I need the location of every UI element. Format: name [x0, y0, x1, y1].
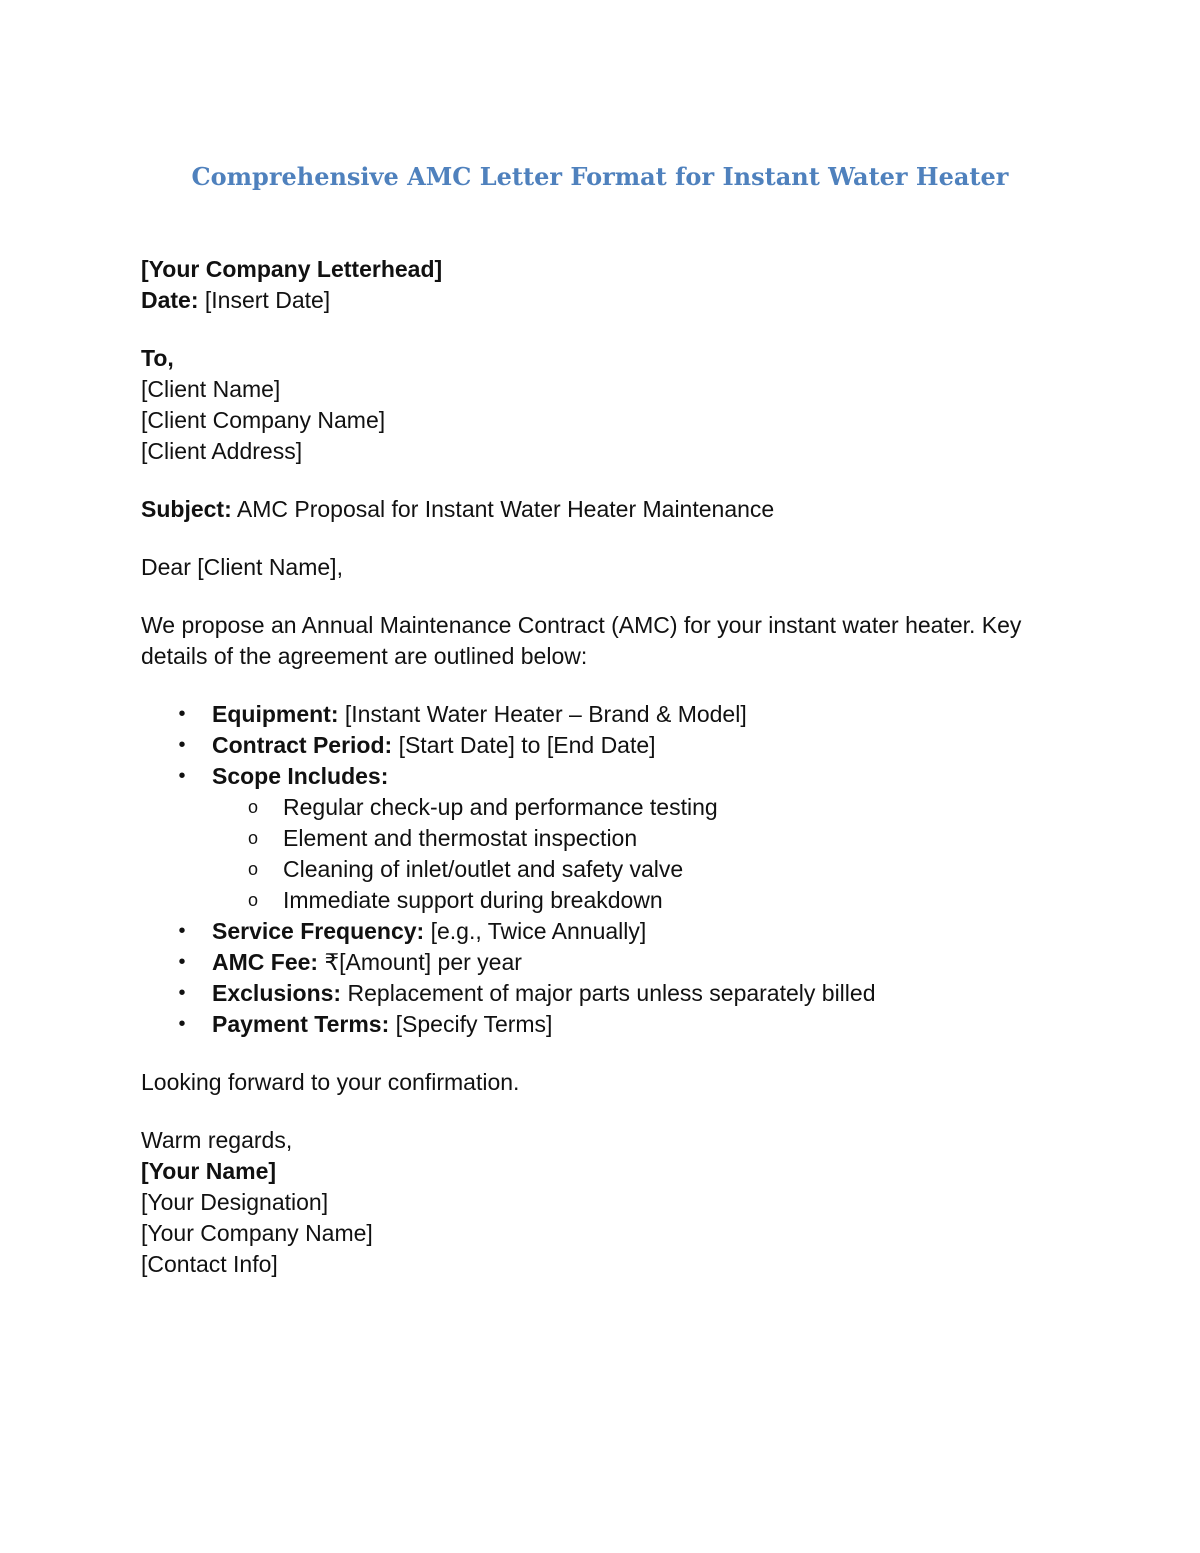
item-label: Scope Includes:	[212, 763, 389, 789]
salutation: Dear [Client Name],	[141, 554, 343, 580]
spacer	[141, 1040, 1061, 1067]
signer-designation: [Your Designation]	[141, 1189, 329, 1215]
bullet-icon: •	[178, 920, 186, 942]
circle-bullet-icon: o	[247, 797, 258, 817]
list-item-amc-fee	[141, 947, 1061, 978]
scope-item-text: Immediate support during breakdown	[283, 887, 663, 913]
bullet-icon: •	[178, 1013, 186, 1035]
to-label: To,	[141, 345, 174, 371]
subject-label: Subject:	[141, 496, 232, 522]
list-item-exclusions	[141, 978, 1061, 1009]
terms-list	[141, 699, 1061, 1040]
letter-body	[141, 254, 1061, 1280]
item-label: Payment Terms:	[212, 1011, 390, 1037]
signer-name: [Your Name]	[141, 1158, 277, 1184]
letter-title: Comprehensive AMC Letter Format for Instant Water Heater	[191, 162, 1009, 191]
item-value: ₹[Amount] per year	[318, 949, 522, 975]
list-item-service-frequency	[141, 916, 1061, 947]
bullet-icon: •	[178, 734, 186, 756]
spacer	[141, 525, 1061, 552]
subject-line	[141, 494, 1061, 525]
bullet-icon: •	[178, 951, 186, 973]
scope-item	[212, 792, 1061, 823]
signer-company: [Your Company Name]	[141, 1220, 373, 1246]
list-item-equipment	[141, 699, 1061, 730]
date-value: [Insert Date]	[198, 287, 331, 313]
bullet-icon: •	[178, 765, 186, 787]
item-label: AMC Fee:	[212, 949, 319, 975]
item-value: [Specify Terms]	[389, 1011, 553, 1037]
list-item-scope	[141, 761, 1061, 916]
scope-item	[212, 885, 1061, 916]
client-company-name: [Client Company Name]	[141, 407, 386, 433]
bullet-icon: •	[178, 982, 186, 1004]
intro-paragraph: We propose an Annual Maintenance Contract (AMC) for your instant water heater. Key details of the agreement are outlined below:	[141, 612, 1022, 669]
scope-sublist	[212, 792, 1061, 916]
spacer	[141, 672, 1061, 699]
signer-contact: [Contact Info]	[141, 1251, 278, 1277]
spacer	[141, 1098, 1061, 1125]
item-value: [e.g., Twice Annually]	[424, 918, 647, 944]
spacer	[141, 316, 1061, 343]
item-label: Service Frequency:	[212, 918, 425, 944]
scope-item-text: Cleaning of inlet/outlet and safety valve	[283, 856, 684, 882]
date-line	[141, 285, 1061, 316]
client-name: [Client Name]	[141, 376, 281, 402]
item-label: Exclusions:	[212, 980, 342, 1006]
scope-item	[212, 823, 1061, 854]
item-value: [Start Date] to [End Date]	[392, 732, 656, 758]
scope-item-text: Element and thermostat inspection	[283, 825, 638, 851]
regards: Warm regards,	[141, 1127, 293, 1153]
subject-value: AMC Proposal for Instant Water Heater Maintenance	[231, 496, 775, 522]
list-item-contract-period	[141, 730, 1061, 761]
closing-line: Looking forward to your confirmation.	[141, 1069, 520, 1095]
item-label: Contract Period:	[212, 732, 393, 758]
circle-bullet-icon: o	[247, 828, 258, 848]
spacer	[141, 583, 1061, 610]
scope-item-text: Regular check-up and performance testing	[283, 794, 718, 820]
circle-bullet-icon: o	[247, 859, 258, 879]
item-value: [Instant Water Heater – Brand & Model]	[338, 701, 747, 727]
item-label: Equipment:	[212, 701, 339, 727]
list-item-payment-terms	[141, 1009, 1061, 1040]
circle-bullet-icon: o	[247, 890, 258, 910]
date-label: Date:	[141, 287, 199, 313]
scope-item	[212, 854, 1061, 885]
letterhead: [Your Company Letterhead]	[141, 256, 443, 282]
client-address: [Client Address]	[141, 438, 303, 464]
spacer	[141, 467, 1061, 494]
item-value: Replacement of major parts unless separately billed	[341, 980, 876, 1006]
bullet-icon: •	[178, 703, 186, 725]
